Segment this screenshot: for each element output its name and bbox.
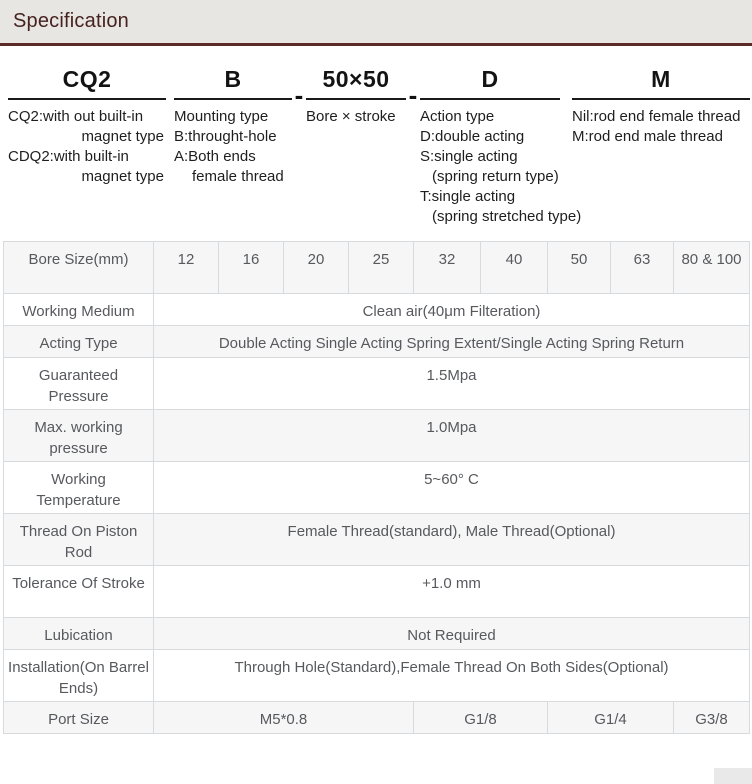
row-value: Double Acting Single Acting Spring Extent/Single Acting Spring Return [154,326,750,358]
model-segment-mounting-desc [174,107,292,187]
model-segment-mounting [174,66,292,187]
bore-value: 40 [481,242,548,294]
section-header-bar [0,0,752,46]
table-row-acting-type [4,326,750,358]
desc-line: magnet type [81,168,164,185]
table-row-tolerance-of-stroke [4,566,750,618]
row-label: Lubication [4,618,154,650]
port-size-value: G1/8 [414,702,548,734]
desc-line: Nil:rod end female thread [572,108,741,125]
model-code-rod-end: M [572,66,750,100]
model-code-series: CQ2 [8,66,166,100]
desc-line: A:Both ends [174,148,256,165]
specification-table [3,241,750,734]
table-row-working-temperature [4,462,750,514]
model-segment-series [8,66,166,187]
desc-line: B:throught-hole [174,128,277,145]
model-segment-series-desc [8,107,166,187]
table-row-thread-on-piston-rod [4,514,750,566]
desc-line: Action type [420,108,495,125]
model-segment-action [420,66,582,227]
row-label: Acting Type [4,326,154,358]
row-value: Through Hole(Standard),Female Thread On Both Sides(Optional) [154,650,750,702]
row-value: 5~60° C [154,462,750,514]
table-row-working-medium [4,294,750,326]
dash-separator [406,66,420,108]
desc-line: (spring return type) [432,168,559,185]
model-segment-bore-stroke [306,66,406,127]
desc-line: Bore × stroke [306,108,396,125]
model-segment-action-desc [420,107,582,227]
table-row-lubication [4,618,750,650]
bore-value: 16 [219,242,284,294]
desc-line: CDQ2:with built-in [8,148,129,165]
table-row-guaranteed-pressure [4,358,750,410]
row-label: Max. working pressure [4,410,154,462]
page-title: Specification [13,10,129,32]
row-value: +1.0 mm [154,566,750,618]
bore-value: 63 [611,242,674,294]
row-label: Thread On Piston Rod [4,514,154,566]
desc-line: CQ2:with out built-in [8,108,144,125]
row-label: Installation(On Barrel Ends) [4,650,154,702]
table-row-max-working-pressure [4,410,750,462]
desc-line: Mounting type [174,108,269,125]
desc-line: magnet type [81,128,164,145]
bore-value: 12 [154,242,219,294]
dash-glyph: - [294,80,304,110]
table-row-port-size [4,702,750,734]
bore-value: 25 [349,242,414,294]
port-size-value: G1/4 [548,702,674,734]
desc-line: D:double acting [420,128,525,145]
model-code-action: D [420,66,560,100]
dash-separator [292,66,306,108]
row-label: Tolerance Of Stroke [4,566,154,618]
row-value: 1.0Mpa [154,410,750,462]
row-value: Female Thread(standard), Male Thread(Optional) [154,514,750,566]
desc-line: female thread [192,168,284,185]
port-size-value: M5*0.8 [154,702,414,734]
model-segment-rod-end [572,66,750,147]
model-segment-bore-stroke-desc [306,107,406,127]
row-value: Not Required [154,618,750,650]
port-size-value: G3/8 [674,702,750,734]
bore-value: 50 [548,242,611,294]
row-label: Port Size [4,702,154,734]
bore-value: 80 & 100 [674,242,750,294]
row-label: Working Medium [4,294,154,326]
model-code-mounting: B [174,66,292,100]
desc-line: T:single acting [420,188,516,205]
desc-line: (spring stretched type) [432,208,582,225]
row-value: 1.5Mpa [154,358,750,410]
row-value: Clean air(40μm Filteration) [154,294,750,326]
scroll-corner-decoration [714,768,752,784]
model-code-breakdown [0,46,752,227]
table-row-bore-size [4,242,750,294]
model-segment-rod-end-desc [572,107,750,147]
row-label: Working Temperature [4,462,154,514]
row-label: Bore Size(mm) [4,242,154,294]
desc-line: S:single acting [420,148,518,165]
bore-value: 32 [414,242,481,294]
row-label: Guaranteed Pressure [4,358,154,410]
dash-glyph: - [408,80,418,110]
bore-value: 20 [284,242,349,294]
model-code-bore-stroke: 50×50 [306,66,406,100]
desc-line: M:rod end male thread [572,128,723,145]
table-row-installation [4,650,750,702]
